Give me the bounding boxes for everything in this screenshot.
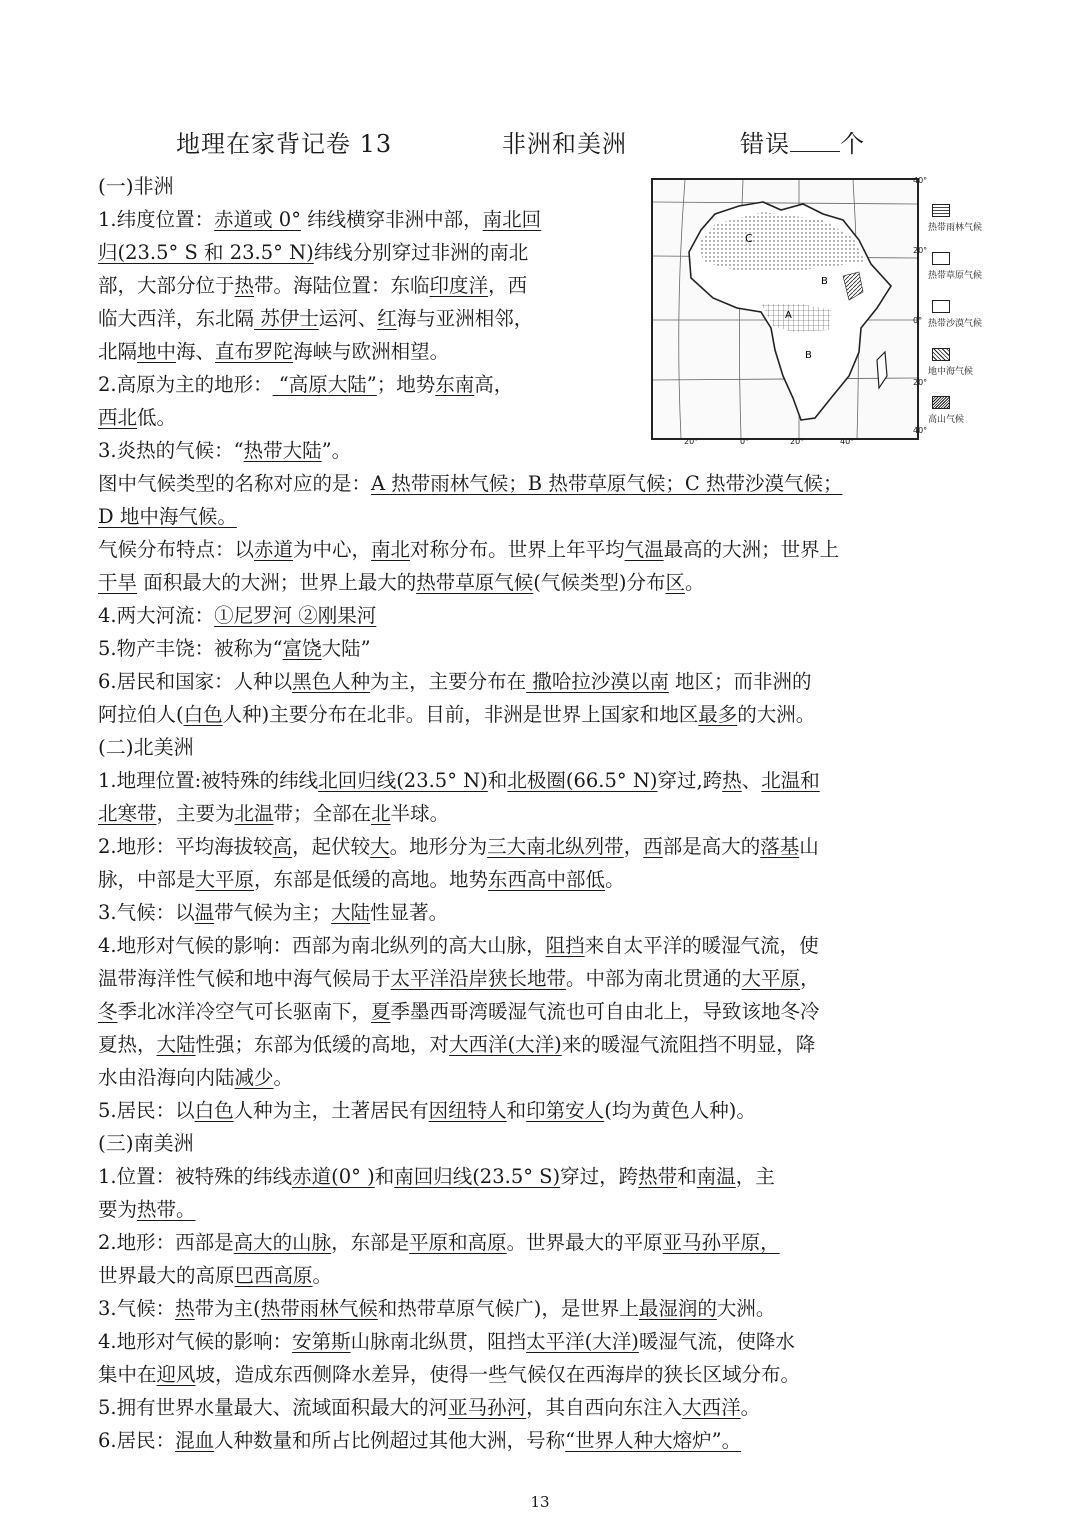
text: 低。 (137, 406, 177, 429)
sa-line-6 (98, 1325, 958, 1358)
text: ，东部是 (331, 1231, 410, 1254)
na-line-11 (98, 1094, 958, 1127)
sa-line-5 (98, 1292, 958, 1325)
answer: 高 (272, 835, 293, 858)
answer: 迎风 (156, 1363, 196, 1386)
answer: 富饶 (282, 637, 322, 660)
text: 人种为主，土著居民有 (233, 1099, 429, 1122)
answer: 安第斯 (292, 1330, 351, 1353)
text: 暖湿气流，使降水 (638, 1330, 795, 1353)
text: 5.物产丰饶：被称为“ (98, 637, 283, 660)
africa-line-11 (98, 533, 958, 566)
section-heading-africa: (一)非洲 (98, 174, 174, 198)
answer: 南北回 (482, 208, 542, 231)
answer: 北 (371, 802, 391, 825)
africa-line-4 (98, 302, 618, 335)
text: ， (800, 967, 820, 990)
text: 6.居民： (98, 1429, 176, 1452)
answer: 热带。 (137, 1198, 196, 1221)
lon-label-20e: 20° (790, 437, 805, 446)
text: 3.气候： (98, 1297, 176, 1320)
answer: 撒哈拉沙漠以南 (526, 670, 669, 693)
text: 海与亚洲相邻， (396, 307, 534, 330)
answer: 混血 (175, 1429, 215, 1452)
text: 山 (799, 835, 819, 858)
africa-line-8 (98, 434, 618, 467)
africa-line-3 (98, 269, 618, 302)
answer: 热 (175, 1297, 195, 1320)
text: 海、 (176, 340, 216, 363)
lon-label-20w: 20° (684, 437, 699, 446)
text: 大洲。 (716, 1297, 776, 1320)
text: 、 (741, 769, 762, 792)
text: 人种)主要分布在北非。目前，非洲是世界上国家和地区 (222, 703, 699, 726)
lon-label-40e: 40° (840, 437, 855, 446)
na-line-4 (98, 863, 958, 896)
text: 4.地形对气候的影响：西部为南北纵列的高大山脉， (98, 934, 546, 957)
answer: 最湿润的 (638, 1297, 717, 1320)
text: 部，大部分位于 (98, 274, 235, 297)
text: 山脉南北纵贯，阻挡 (350, 1330, 527, 1353)
text: 带。海陆位置：东临 (254, 274, 430, 297)
answer: 大陆 (156, 1033, 196, 1056)
answer: 巴西高原 (234, 1264, 313, 1287)
answer: 平原和高原 (409, 1231, 507, 1254)
answer: 大陆 (331, 901, 371, 924)
worksheet-body (98, 170, 958, 1457)
africa-line-13 (98, 599, 958, 632)
africa-line-14 (98, 632, 958, 665)
text: 和 (374, 1165, 395, 1188)
text: ，其自西向东注入 (526, 1396, 683, 1419)
text: (均为黄色人种)。 (604, 1099, 756, 1122)
text: 和热带草原气候广)，是世界上 (377, 1297, 639, 1320)
answer: 冬 (98, 1000, 118, 1023)
section-heading-north-america: (二)北美洲 (98, 735, 194, 759)
text: ；地势 (376, 373, 436, 396)
answer: 白色 (183, 703, 223, 726)
answer: 热 (722, 769, 742, 792)
sa-line-2 (98, 1193, 958, 1226)
lat-label-40n: 40° (913, 176, 928, 185)
text: 1.位置：被特殊的纬线 (98, 1165, 293, 1188)
sa-line-7 (98, 1358, 958, 1391)
answer: 北温 (234, 802, 274, 825)
legend-label: 热带草原气候 (928, 271, 983, 281)
text: 和 (506, 1099, 527, 1122)
text: 。中部为南北贯通的 (566, 967, 742, 990)
answer: 最多 (698, 703, 738, 726)
answer: 因纽特人 (428, 1099, 507, 1122)
text: 5.居民：以 (98, 1099, 195, 1122)
answer: 热带雨林气候 (260, 1297, 378, 1320)
text: 要为 (98, 1198, 138, 1221)
answer: 南温 (696, 1165, 736, 1188)
na-line-10 (98, 1061, 958, 1094)
answer: 气温 (624, 538, 664, 561)
text: 1.纬度位置： (98, 208, 215, 231)
page-number: 13 (530, 1493, 550, 1511)
text: 和 (487, 769, 508, 792)
lat-label-40s: 40° (913, 426, 928, 435)
text: 面积最大的大洲；世界上最大的 (137, 571, 417, 594)
text: 带气候为主； (214, 901, 332, 924)
text: 气候分布特点：以 (98, 538, 255, 561)
answer: 北极圈(66.5° N) (507, 769, 658, 792)
answer: 大平原 (195, 868, 255, 891)
text: 。 (605, 868, 625, 891)
lat-label-20n: 20° (913, 246, 928, 255)
answer: 苏伊士 (254, 307, 319, 330)
answer: 归(23.5° S 和 23.5° N) (98, 241, 314, 264)
answer: A 热带雨林气候；B 热带草原气候；C 热带沙漠气候； (371, 472, 843, 495)
lat-label-0: 0° (913, 316, 923, 325)
text: ，西 (488, 274, 528, 297)
page-subtitle: 非洲和美洲 (502, 130, 627, 158)
africa-line-5 (98, 335, 618, 368)
sa-line-9 (98, 1424, 958, 1457)
answer: 亚马孙河 (448, 1396, 527, 1419)
answer: 高大的山脉 (233, 1231, 332, 1254)
answer: 热 (234, 274, 255, 297)
text: 。 (684, 571, 705, 594)
text: 脉，中部是 (98, 868, 196, 891)
error-count-blank (790, 129, 840, 152)
answer: 热带大陆 (243, 439, 322, 462)
text: 图中气候类型的名称对应的是： (98, 472, 372, 495)
answer: 东南 (435, 373, 475, 396)
text: 。世界最大的平原 (506, 1231, 663, 1254)
text: 性强；东部为低缓的高地，对 (195, 1033, 450, 1056)
answer: 红 (377, 307, 397, 330)
answer: 区 (665, 571, 685, 594)
page-title: 地理在家背记卷 13 (176, 130, 393, 158)
text: 2.高原为主的地形： (98, 373, 273, 396)
africa-line-1 (98, 203, 618, 236)
text: 。 (273, 1066, 294, 1089)
answer: 阻挡 (545, 934, 585, 957)
na-line-2 (98, 797, 958, 830)
text: 坡，造成东西侧降水差异，使得一些气候仅在西海岸的狭长区域分布。 (195, 1363, 801, 1386)
answer: 赤道 (254, 538, 294, 561)
answer: 亚马孙平原， (662, 1231, 780, 1254)
text: 5.拥有世界水量最大、流域面积最大的河 (98, 1396, 449, 1419)
na-line-6 (98, 929, 958, 962)
text: 穿过，跨 (560, 1165, 639, 1188)
text: 和 (677, 1165, 697, 1188)
africa-line-12 (98, 566, 958, 599)
answer: 热带草原气候 (416, 571, 534, 594)
na-line-7 (98, 962, 958, 995)
text: 海峡与欧洲相望。 (293, 340, 450, 363)
answer: 减少 (234, 1066, 274, 1089)
answer: 北寒带 (98, 802, 157, 825)
africa-line-7 (98, 401, 618, 434)
answer: 印第安人 (526, 1099, 605, 1122)
answer: 赤道或 0° (214, 208, 301, 231)
text: 纬线分别穿过非洲的南北 (313, 241, 529, 264)
answer: 太平洋沿岸狭长地带 (390, 967, 567, 990)
map-region-c: C (745, 232, 753, 245)
answer: 大平原 (741, 967, 801, 990)
answer: 南北 (371, 538, 411, 561)
text: 季北冰洋冷空气可长驱南下， (117, 1000, 372, 1023)
answer: ①尼罗河 ②刚果河 (214, 604, 377, 627)
sa-line-1 (98, 1160, 958, 1193)
lat-label-20s: 20° (913, 378, 928, 387)
answer: 黑色人种 (292, 670, 371, 693)
map-region-b-south: B (805, 350, 812, 361)
text: 4.地形对气候的影响： (98, 1330, 293, 1353)
na-line-8 (98, 995, 958, 1028)
legend-label: 地中海气候 (928, 367, 974, 377)
na-line-3 (98, 830, 958, 863)
answer: 地中 (137, 340, 177, 363)
text: 地区；而非洲的 (668, 670, 812, 693)
text: 纬线横穿非洲中部， (300, 208, 483, 231)
text: 性显著。 (370, 901, 449, 924)
text: 人种数量和所占比例超过其他大洲，号称 (214, 1429, 566, 1452)
text: 对称分布。世界上年平均 (410, 538, 625, 561)
text: 阿拉伯人( (98, 703, 184, 726)
answer: 白色 (194, 1099, 234, 1122)
text: 大陆” (321, 637, 371, 660)
text: 。地形分为 (389, 835, 488, 858)
text: 集中在 (98, 1363, 157, 1386)
answer: 落基 (760, 835, 800, 858)
na-line-9 (98, 1028, 958, 1061)
answer: “世界人种大熔炉”。 (565, 1429, 742, 1452)
answer: D 地中海气候。 (98, 505, 237, 528)
text: 2.地形：西部是 (98, 1231, 234, 1254)
legend-label: 热带沙漠气候 (928, 319, 983, 329)
legend-label: 高山气候 (928, 415, 965, 425)
text: ，主 (735, 1165, 775, 1188)
text: 。 (740, 1396, 761, 1419)
sa-line-4 (98, 1259, 958, 1292)
answer: 北温和 (761, 769, 820, 792)
text: 来的暖湿气流阻挡不明显，降 (561, 1033, 816, 1056)
answer: 直布罗陀 (215, 340, 294, 363)
answer: 热带 (638, 1165, 678, 1188)
na-line-5 (98, 896, 958, 929)
text: 带为主( (194, 1297, 261, 1320)
answer: 西 (643, 835, 663, 858)
africa-line-2 (98, 236, 618, 269)
text: (气候类型)分布 (533, 571, 666, 594)
text: 最高的大洲；世界上 (663, 538, 840, 561)
text: 的大洲。 (737, 703, 816, 726)
africa-line-15 (98, 665, 958, 698)
africa-line-6 (98, 368, 618, 401)
africa-line-9 (98, 467, 958, 500)
error-count-label: 错误 (740, 130, 790, 158)
text: 6.居民和国家：人种以 (98, 670, 293, 693)
text: ，起伏较 (292, 835, 371, 858)
answer: 温 (194, 901, 215, 924)
text: 穿过,跨 (657, 769, 723, 792)
answer: 赤道(0° ) (292, 1165, 375, 1188)
answer: 东西高中部低 (488, 868, 606, 891)
text: 1.地理位置:被特殊的纬线 (98, 769, 319, 792)
text: 半球。 (390, 802, 450, 825)
legend-label: 热带雨林气候 (928, 223, 983, 233)
answer: 南回归线(23.5° S) (394, 1165, 561, 1188)
answer: 大 (370, 835, 390, 858)
na-line-1 (98, 764, 958, 797)
answer: 大西洋(大洋) (449, 1033, 562, 1056)
lon-label-0: 0° (740, 437, 750, 446)
answer: 三大南北纵列带 (487, 835, 624, 858)
text: 。 (312, 1264, 333, 1287)
answer: 印度洋 (429, 274, 489, 297)
africa-line-10 (98, 500, 958, 533)
answer: 大西洋 (682, 1396, 741, 1419)
error-count-field (740, 124, 865, 159)
text: ，主要为 (156, 802, 235, 825)
sa-line-8 (98, 1391, 958, 1424)
text: 季墨西哥湾暖湿气流也可自由北上，导致该地冬冷 (390, 1000, 820, 1023)
answer: 西北 (98, 406, 138, 429)
text: 北隔 (98, 340, 138, 363)
text: ，东部是低缓的高地。地势 (254, 868, 489, 891)
text: 水由沿海向内陆 (98, 1066, 235, 1089)
answer: 干旱 (98, 571, 138, 594)
text: 运河、 (318, 307, 378, 330)
text: 世界最大的高原 (98, 1264, 235, 1287)
text: ”。 (321, 439, 352, 462)
text: 3.气候：以 (98, 901, 195, 924)
text: 高， (474, 373, 514, 396)
map-region-b-north: B (821, 276, 828, 287)
text: 来自太平洋的暖湿气流，使 (584, 934, 819, 957)
text: 4.两大河流： (98, 604, 215, 627)
answer: 太平洋(大洋) (526, 1330, 639, 1353)
title-row (0, 124, 1080, 160)
answer: “高原大陆” (272, 373, 377, 396)
text: 夏热， (98, 1033, 157, 1056)
text: 临大西洋，东北隔 (98, 307, 255, 330)
text: 2.地形：平均海拔较 (98, 835, 273, 858)
text: 为中心， (293, 538, 372, 561)
text: 为主，主要分布在 (370, 670, 527, 693)
text: 部是高大的 (662, 835, 761, 858)
text: 带；全部在 (273, 802, 372, 825)
sa-line-3 (98, 1226, 958, 1259)
text: 温带海洋性气候和地中海气候局于 (98, 967, 391, 990)
answer: 北回归线(23.5° N) (318, 769, 488, 792)
error-count-unit: 个 (840, 130, 865, 158)
text: ， (623, 835, 644, 858)
map-region-a: A (785, 310, 792, 321)
answer: 夏 (371, 1000, 391, 1023)
africa-line-16 (98, 698, 958, 731)
text: 3.炎热的气候：“ (98, 439, 244, 462)
section-heading-south-america: (三)南美洲 (98, 1131, 194, 1155)
